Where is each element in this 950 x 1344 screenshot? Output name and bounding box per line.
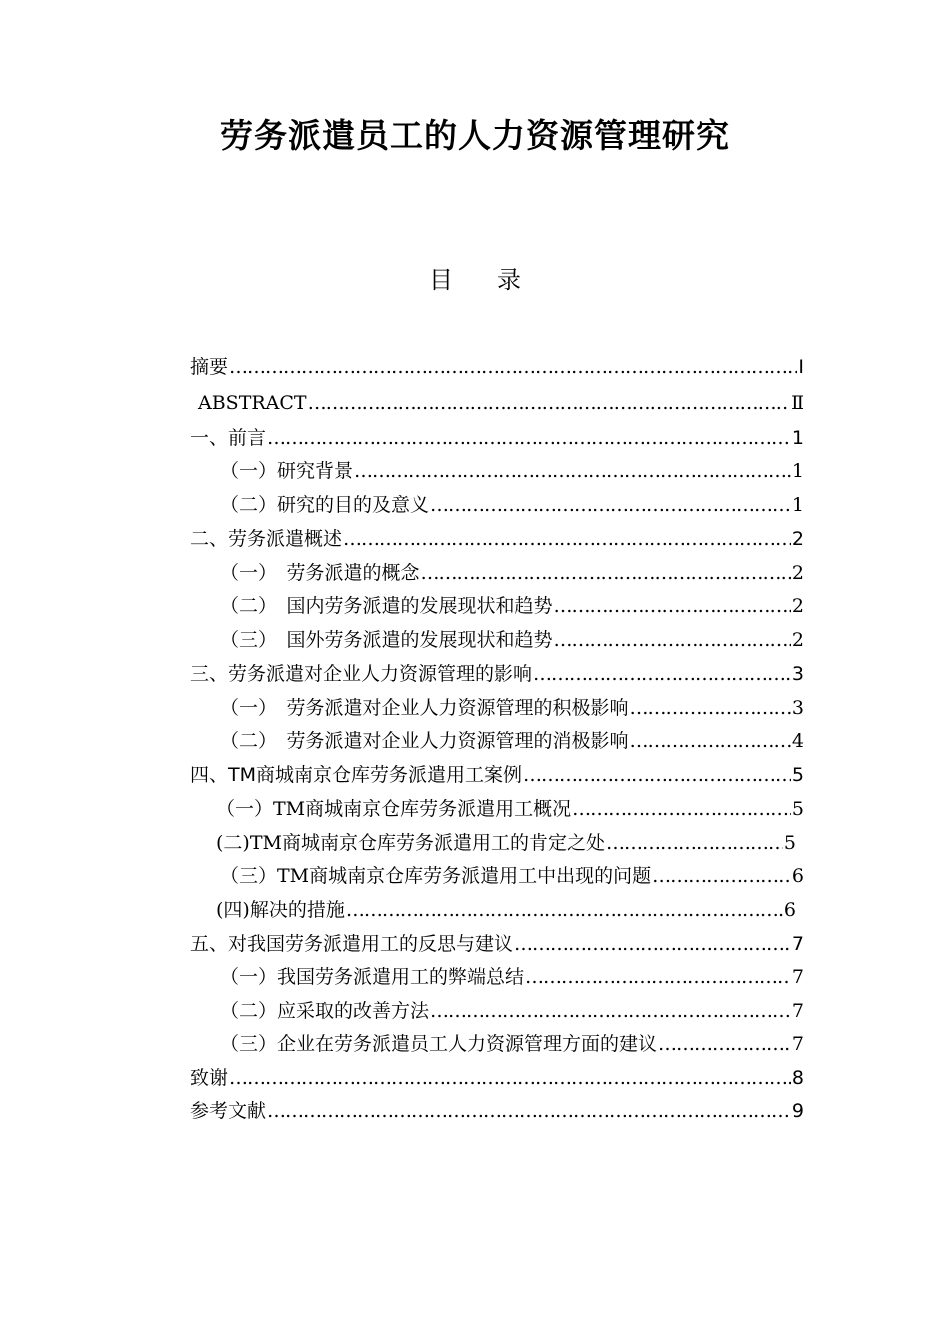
toc-leader-dots xyxy=(554,625,791,655)
toc-entry-page: 3 xyxy=(791,697,804,719)
toc-entry-label: （二）研究的目的及意义 xyxy=(220,494,430,516)
toc-leader-dots xyxy=(572,794,791,824)
toc-leader-dots xyxy=(430,996,791,1026)
toc-entry-4-2[interactable] xyxy=(216,828,796,858)
toc-entry-label: （一） 劳务派遣的概念 xyxy=(220,562,420,584)
toc-leader-dots xyxy=(523,760,791,790)
toc-leader-dots xyxy=(267,1096,791,1126)
toc-entry-abstract-cn[interactable] xyxy=(190,352,804,382)
toc-entry-page: 1 xyxy=(791,427,804,449)
toc-entry-page: 6 xyxy=(783,899,796,921)
toc-entry-chapter-2[interactable] xyxy=(190,524,804,554)
toc-leader-dots xyxy=(346,895,783,925)
toc-leader-dots xyxy=(308,388,790,418)
toc-leader-dots xyxy=(229,1063,791,1093)
toc-entry-2-3[interactable] xyxy=(220,625,804,655)
toc-entry-5-3[interactable] xyxy=(220,1029,804,1059)
toc-leader-dots xyxy=(354,456,791,486)
toc-leader-dots xyxy=(525,962,791,992)
toc-entry-label: 四、TM商城南京仓库劳务派遣用工案例 xyxy=(190,764,522,786)
toc-entry-page: 8 xyxy=(791,1067,804,1089)
toc-entry-2-1[interactable] xyxy=(220,558,804,588)
toc-entry-chapter-3[interactable] xyxy=(190,659,804,689)
toc-entry-label: （三）企业在劳务派遣员工人力资源管理方面的建议 xyxy=(220,1033,658,1055)
toc-entry-abstract-en[interactable] xyxy=(198,388,804,418)
toc-entry-page: 7 xyxy=(791,1000,804,1022)
toc-leader-dots xyxy=(267,423,791,453)
toc-entry-page: 5 xyxy=(783,832,796,854)
toc-entry-2-2[interactable] xyxy=(220,591,804,621)
toc-entry-references[interactable] xyxy=(190,1096,804,1126)
toc-entry-label: 致谢 xyxy=(190,1067,229,1089)
toc-entry-4-4[interactable] xyxy=(216,895,796,925)
toc-entry-page: 4 xyxy=(791,730,804,752)
toc-entry-4-1[interactable] xyxy=(216,794,804,824)
toc-entry-page: 5 xyxy=(791,798,804,820)
toc-entry-page: 3 xyxy=(791,663,804,685)
toc-heading: 目录 xyxy=(429,266,565,294)
toc-entry-page: 2 xyxy=(791,528,804,550)
toc-entry-page: 7 xyxy=(791,933,804,955)
toc-entry-4-3[interactable] xyxy=(220,861,804,891)
toc-entry-5-2[interactable] xyxy=(220,996,804,1026)
toc-entry-page: Ⅰ xyxy=(798,356,804,378)
toc-leader-dots xyxy=(554,591,791,621)
toc-entry-page: 5 xyxy=(791,764,804,786)
toc-entry-label: 摘要 xyxy=(190,356,229,378)
toc-leader-dots xyxy=(630,726,791,756)
toc-entry-page: 9 xyxy=(791,1100,804,1122)
toc-entry-label: （一）TM商城南京仓库劳务派遣用工概况 xyxy=(216,798,572,820)
toc-leader-dots xyxy=(652,861,791,891)
toc-leader-dots xyxy=(533,659,791,689)
toc-entry-chapter-1[interactable] xyxy=(190,423,804,453)
toc-entry-3-2[interactable] xyxy=(220,726,804,756)
toc-leader-dots xyxy=(606,828,783,858)
document-title: 劳务派遣员工的人力资源管理研究 xyxy=(220,116,730,155)
toc-entry-page: 7 xyxy=(791,1033,804,1055)
toc-entry-3-1[interactable] xyxy=(220,693,804,723)
toc-entry-page: 7 xyxy=(791,966,804,988)
toc-entry-chapter-5[interactable] xyxy=(190,929,804,959)
toc-entry-page: 2 xyxy=(791,595,804,617)
toc-entry-label: （三） 国外劳务派遣的发展现状和趋势 xyxy=(220,629,553,651)
toc-entry-label: ABSTRACT xyxy=(198,392,307,414)
toc-entry-label: （三）TM商城南京仓库劳务派遣用工中出现的问题 xyxy=(220,865,652,887)
toc-entry-label: （二） 国内劳务派遣的发展现状和趋势 xyxy=(220,595,553,617)
toc-entry-label: （一）我国劳务派遣用工的弊端总结 xyxy=(220,966,525,988)
toc-entry-page: 1 xyxy=(791,460,804,482)
toc-entry-label: (二)TM商城南京仓库劳务派遣用工的肯定之处 xyxy=(216,832,605,854)
toc-leader-dots xyxy=(630,693,791,723)
toc-entry-label: （二）应采取的改善方法 xyxy=(220,1000,430,1022)
toc-leader-dots xyxy=(343,524,791,554)
toc-entry-page: 2 xyxy=(791,562,804,584)
toc-entry-chapter-4[interactable] xyxy=(190,760,804,790)
toc-leader-dots xyxy=(229,352,797,382)
toc-entry-5-1[interactable] xyxy=(220,962,804,992)
toc-entry-acknowledgements[interactable] xyxy=(190,1063,804,1093)
toc-entry-label: （一） 劳务派遣对企业人力资源管理的积极影响 xyxy=(220,697,629,719)
toc-entry-label: 二、劳务派遣概述 xyxy=(190,528,343,550)
toc-entry-label: 五、对我国劳务派遣用工的反思与建议 xyxy=(190,933,514,955)
toc-entry-page: 6 xyxy=(791,865,804,887)
toc-entry-page: 2 xyxy=(791,629,804,651)
toc-entry-label: （二） 劳务派遣对企业人力资源管理的消极影响 xyxy=(220,730,629,752)
toc-entry-label: 参考文献 xyxy=(190,1100,267,1122)
toc-leader-dots xyxy=(658,1029,791,1059)
toc-entry-label: (四)解决的措施 xyxy=(216,899,345,921)
toc-entry-page: 1 xyxy=(791,494,804,516)
toc-leader-dots xyxy=(514,929,791,959)
toc-entry-label: 三、劳务派遣对企业人力资源管理的影响 xyxy=(190,663,533,685)
toc-entry-page: Ⅱ xyxy=(791,392,804,414)
toc-leader-dots xyxy=(421,558,791,588)
toc-leader-dots xyxy=(430,490,791,520)
toc-entry-1-2[interactable] xyxy=(220,490,804,520)
toc-entry-1-1[interactable] xyxy=(220,456,804,486)
toc-entry-label: 一、前言 xyxy=(190,427,267,449)
toc-entry-label: （一）研究背景 xyxy=(220,460,354,482)
